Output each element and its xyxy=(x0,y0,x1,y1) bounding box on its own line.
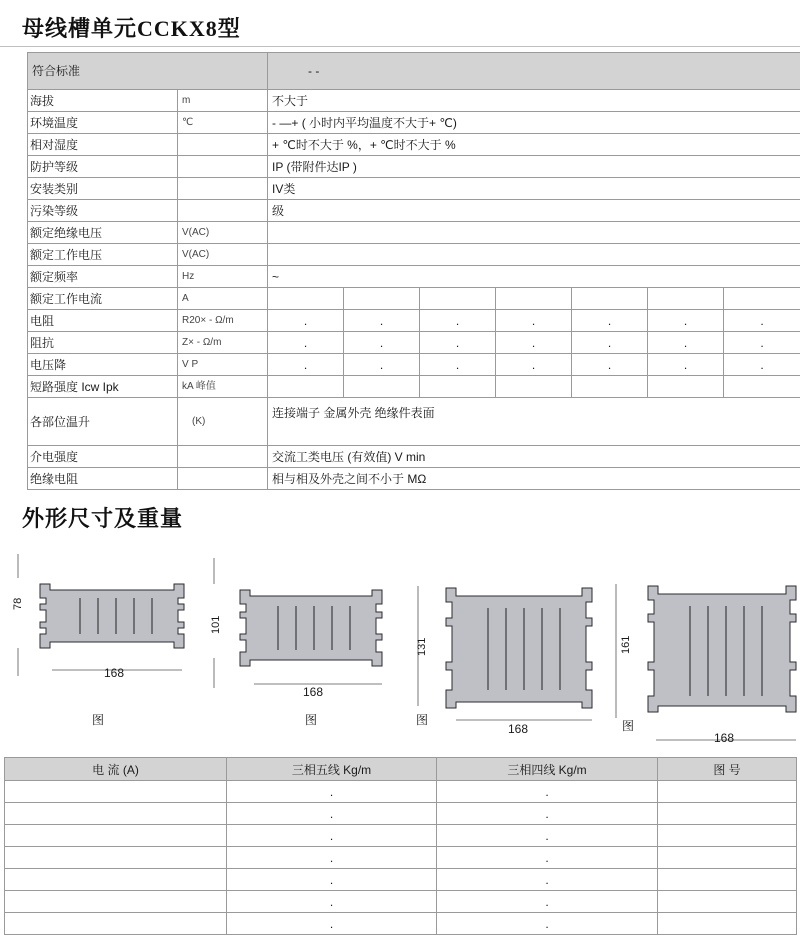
row-unit: m xyxy=(178,90,268,112)
row-label: 绝缘电阻 xyxy=(28,468,178,490)
resistance-cell: . xyxy=(724,310,800,332)
table-cell: . xyxy=(227,913,437,935)
voltdrop-cell: . xyxy=(344,354,420,376)
row-unit: kA 峰值 xyxy=(178,376,268,398)
row-label: 电压降 xyxy=(28,354,178,376)
busbar-section-drawing xyxy=(610,578,800,748)
spec-row xyxy=(28,200,800,222)
current-row xyxy=(28,288,800,310)
cross-section-figure-1 xyxy=(10,548,195,693)
width-label: 168 xyxy=(303,685,324,699)
table-cell: . xyxy=(227,781,437,803)
column-header: 电 流 (A) xyxy=(5,758,227,781)
resistance-cell: . xyxy=(420,310,496,332)
row-unit xyxy=(178,156,268,178)
resistance-cell: . xyxy=(648,310,724,332)
table-cell xyxy=(5,803,227,825)
spec-row xyxy=(28,222,800,244)
shortcircuit-cell xyxy=(420,376,496,398)
table-cell xyxy=(658,869,797,891)
row-unit: Hz xyxy=(178,266,268,288)
cross-section-figure-3 xyxy=(410,578,600,743)
row-label: 海拔 xyxy=(28,90,178,112)
reactance-cell: . xyxy=(344,332,420,354)
table-cell: . xyxy=(227,825,437,847)
row-unit xyxy=(178,178,268,200)
figure-caption: 图 xyxy=(622,719,635,733)
row-label: 安装类别 xyxy=(28,178,178,200)
row-value: + ℃时不大于 %，+ ℃时不大于 % xyxy=(268,134,800,156)
current-cell xyxy=(648,288,724,310)
section-title-dimensions: 外形尺寸及重量 xyxy=(22,506,184,531)
height-label: 101 xyxy=(210,615,222,634)
row-label: 额定工作电压 xyxy=(28,244,178,266)
current-cell xyxy=(496,288,572,310)
shortcircuit-cell xyxy=(648,376,724,398)
reactance-row xyxy=(28,332,800,354)
voltdrop-cell: . xyxy=(496,354,572,376)
standard-value: - - xyxy=(268,53,800,90)
row-value: - —+ ( 小时内平均温度不大于+ ℃) xyxy=(268,112,800,134)
column-header: 三相四线 Kg/m xyxy=(437,758,658,781)
table-row xyxy=(5,891,797,913)
standard-label: 符合标准 xyxy=(28,53,268,90)
shortcircuit-cell xyxy=(268,376,344,398)
row-label: 各部位温升 xyxy=(28,398,178,446)
row-label: 额定频率 xyxy=(28,266,178,288)
reactance-cell: . xyxy=(420,332,496,354)
row-unit: (K) xyxy=(178,398,268,446)
table-row xyxy=(5,847,797,869)
spec-row xyxy=(28,244,800,266)
cross-section-figure-4 xyxy=(610,578,800,748)
row-label: 介电强度 xyxy=(28,446,178,468)
row-unit xyxy=(178,134,268,156)
current-cell xyxy=(724,288,800,310)
reactance-cell: . xyxy=(496,332,572,354)
row-label: 污染等级 xyxy=(28,200,178,222)
row-value xyxy=(268,244,800,266)
row-unit xyxy=(178,468,268,490)
table-cell xyxy=(5,781,227,803)
shortcircuit-row xyxy=(28,376,800,398)
row-value: 级 xyxy=(268,200,800,222)
voltdrop-cell: . xyxy=(572,354,648,376)
voltdrop-cell: . xyxy=(648,354,724,376)
table-cell: . xyxy=(437,847,658,869)
row-label: 防护等级 xyxy=(28,156,178,178)
row-value xyxy=(268,222,800,244)
reactance-cell: . xyxy=(268,332,344,354)
row-value: ~ xyxy=(268,266,800,288)
table-cell xyxy=(5,825,227,847)
current-cell xyxy=(344,288,420,310)
temprise-row xyxy=(28,398,800,446)
table-cell xyxy=(658,825,797,847)
column-header: 三相五线 Kg/m xyxy=(227,758,437,781)
shortcircuit-cell xyxy=(724,376,800,398)
table-cell xyxy=(658,803,797,825)
table-cell: . xyxy=(437,803,658,825)
reactance-cell: . xyxy=(724,332,800,354)
table-row xyxy=(5,803,797,825)
row-label: 额定工作电流 xyxy=(28,288,178,310)
spec-row xyxy=(28,90,800,112)
row-value: 相与相及外壳之间不小于 MΩ xyxy=(268,468,800,490)
table-cell: . xyxy=(437,781,658,803)
row-label: 额定绝缘电压 xyxy=(28,222,178,244)
busbar-section-drawing xyxy=(10,548,195,693)
table-cell: . xyxy=(227,869,437,891)
resistance-cell: . xyxy=(268,310,344,332)
table-cell: . xyxy=(227,847,437,869)
figure-caption: 图 xyxy=(416,713,429,727)
reactance-cell: . xyxy=(572,332,648,354)
height-label: 161 xyxy=(620,635,632,654)
spec-header-row xyxy=(28,53,800,90)
table-cell: . xyxy=(437,891,658,913)
table-cell xyxy=(658,913,797,935)
resistance-row xyxy=(28,310,800,332)
current-cell xyxy=(268,288,344,310)
width-label: 168 xyxy=(508,722,529,736)
shortcircuit-cell xyxy=(496,376,572,398)
row-label: 相对湿度 xyxy=(28,134,178,156)
busbar-section-drawing xyxy=(410,578,600,743)
table-cell: . xyxy=(227,891,437,913)
table-row xyxy=(5,825,797,847)
resistance-cell: . xyxy=(572,310,648,332)
row-value: 不大于 xyxy=(268,90,800,112)
weight-table xyxy=(4,757,797,935)
row-unit: R20× - Ω/m xyxy=(178,310,268,332)
row-label: 环境温度 xyxy=(28,112,178,134)
table-row xyxy=(5,781,797,803)
current-cell xyxy=(420,288,496,310)
voltdrop-cell: . xyxy=(724,354,800,376)
column-header: 图 号 xyxy=(658,758,797,781)
row-value: IV类 xyxy=(268,178,800,200)
voltdrop-row xyxy=(28,354,800,376)
row-unit xyxy=(178,446,268,468)
row-unit xyxy=(178,200,268,222)
row-value: 交流工类电压 (有效值) V min xyxy=(268,446,800,468)
row-unit: ℃ xyxy=(178,112,268,134)
shortcircuit-cell xyxy=(572,376,648,398)
table-cell xyxy=(658,781,797,803)
shortcircuit-cell xyxy=(344,376,420,398)
row-unit: Z× - Ω/m xyxy=(178,332,268,354)
figure-caption: 图 xyxy=(305,713,318,727)
spec-row xyxy=(28,156,800,178)
dielectric-row xyxy=(28,446,800,468)
insulation-row xyxy=(28,468,800,490)
voltdrop-cell: . xyxy=(420,354,496,376)
spec-row xyxy=(28,134,800,156)
table-cell xyxy=(5,913,227,935)
spec-row xyxy=(28,266,800,288)
table-cell xyxy=(5,847,227,869)
spec-table xyxy=(27,52,800,490)
row-unit: A xyxy=(178,288,268,310)
current-cell xyxy=(572,288,648,310)
row-label: 阻抗 xyxy=(28,332,178,354)
table-cell xyxy=(5,891,227,913)
height-label: 131 xyxy=(416,637,428,656)
busbar-section-drawing xyxy=(206,548,396,698)
table-cell xyxy=(5,869,227,891)
spec-row xyxy=(28,178,800,200)
weight-header-row xyxy=(5,758,797,781)
width-label: 168 xyxy=(714,731,735,745)
row-unit: V(AC) xyxy=(178,222,268,244)
row-unit: V P xyxy=(178,354,268,376)
row-value: IP (带附件达IP ) xyxy=(268,156,800,178)
row-label: 电阻 xyxy=(28,310,178,332)
voltdrop-cell: . xyxy=(268,354,344,376)
figure-caption: 图 xyxy=(92,713,105,727)
width-label: 168 xyxy=(104,666,125,680)
table-row xyxy=(5,869,797,891)
table-cell: . xyxy=(227,803,437,825)
table-cell xyxy=(658,891,797,913)
spec-row xyxy=(28,112,800,134)
resistance-cell: . xyxy=(344,310,420,332)
section-title-unit: 母线槽单元CCKX8型 xyxy=(22,16,241,41)
cross-section-figure-2 xyxy=(206,548,396,698)
table-cell xyxy=(658,847,797,869)
table-cell: . xyxy=(437,825,658,847)
table-cell: . xyxy=(437,913,658,935)
row-unit: V(AC) xyxy=(178,244,268,266)
title-divider xyxy=(0,46,800,47)
resistance-cell: . xyxy=(496,310,572,332)
table-row xyxy=(5,913,797,935)
row-label: 短路强度 Icw Ipk xyxy=(28,376,178,398)
row-value: 连接端子 金属外壳 绝缘件表面 xyxy=(268,398,800,446)
table-cell: . xyxy=(437,869,658,891)
height-label: 78 xyxy=(12,597,24,610)
reactance-cell: . xyxy=(648,332,724,354)
